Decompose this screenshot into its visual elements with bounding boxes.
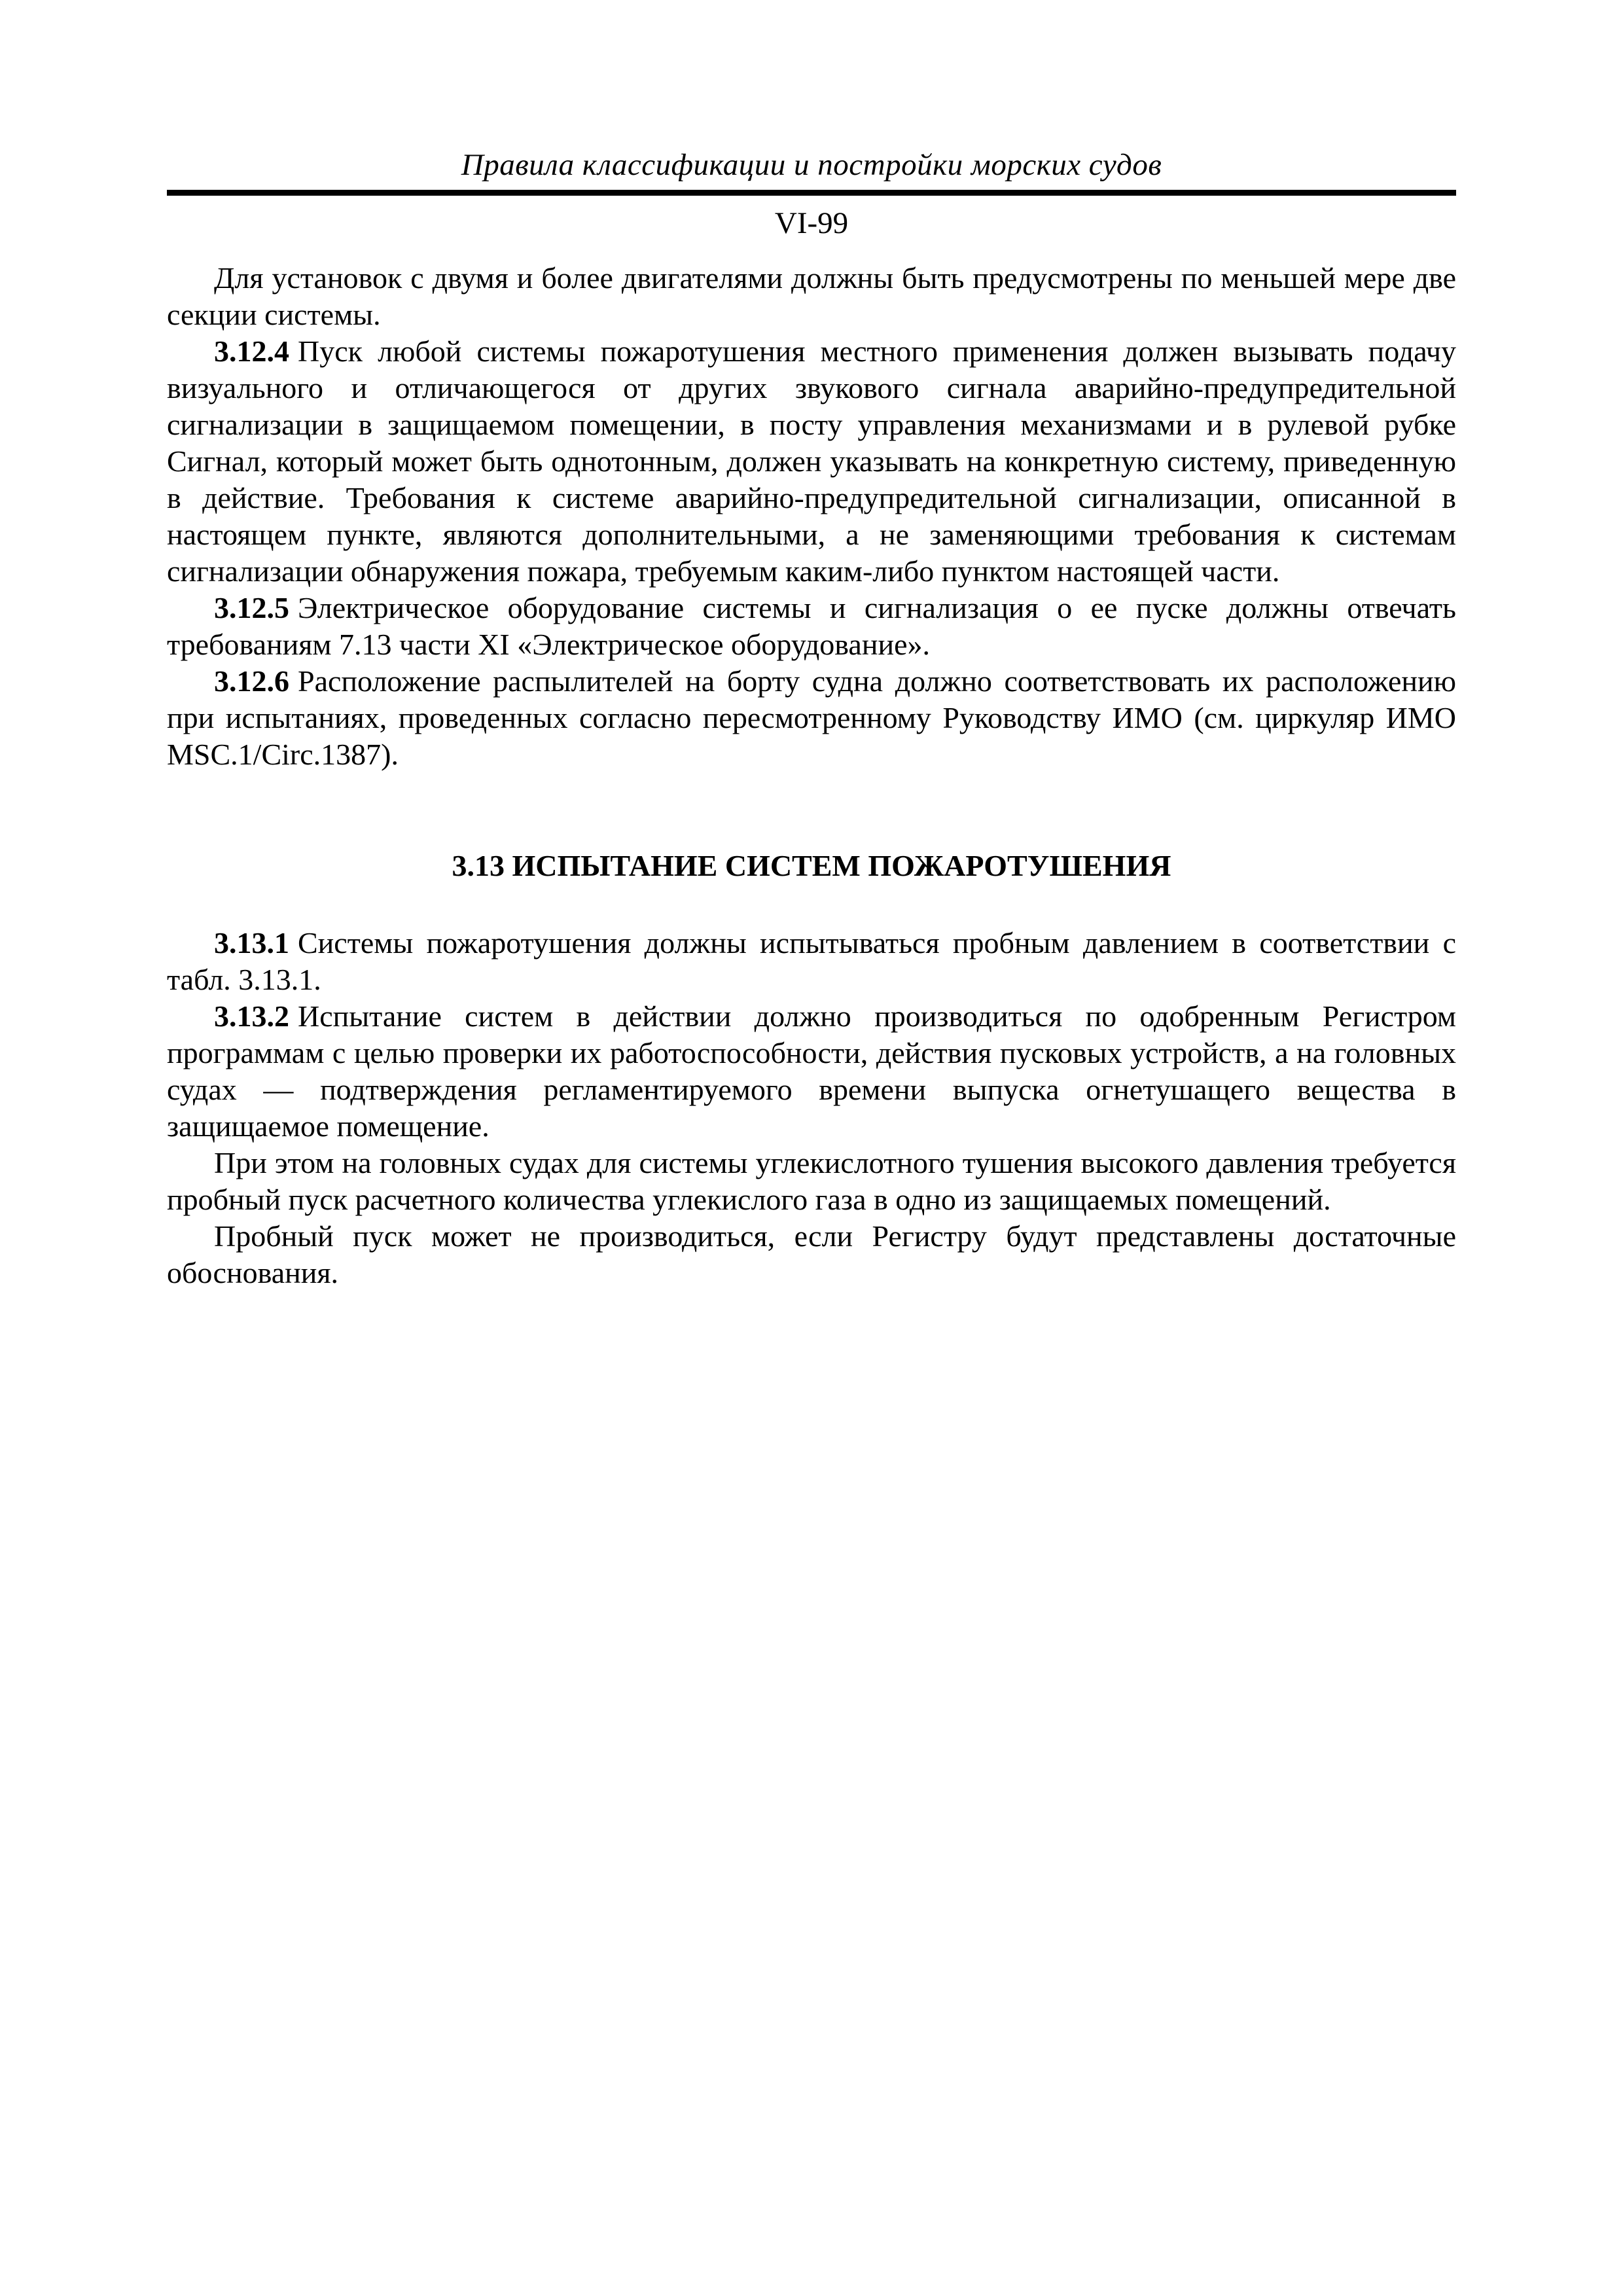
content-column [167, 0, 1456, 1291]
page-number: VI-99 [774, 206, 849, 240]
clause-text: При этом на головных судах для системы углекислотного тушения высокого давления требуется пробный пуск расчетного количества углекислого газа в одно из защищаемых помещений. [167, 1146, 1456, 1216]
paragraph-trial-start-note [167, 1218, 1456, 1291]
header-rule [167, 190, 1456, 196]
clause-number: 3.12.4 [214, 334, 289, 368]
running-title: Правила классификации и постройки морских судов [461, 148, 1162, 182]
clause-text: Расположение распылителей на борту судна должно соответствовать их расположению при испытаниях, проведенных согласно пересмотренному Руководству ИМО (см. циркуляр ИМО MSC.1/Circ.1387). [167, 664, 1456, 771]
clause-3-12-6 [167, 663, 1456, 773]
page-header [167, 0, 1456, 242]
clause-number: 3.12.5 [214, 591, 289, 624]
clause-3-12-4 [167, 333, 1456, 590]
clause-text: Пуск любой системы пожаротушения местного применения должен вызывать подачу визуального и отличающегося от других звукового сигнала аварийно-предупредительной сигнализации в защищаемом помещении, в посту управления механизмами и в рулевой рубке Сигнал, который может быть однотонным, должен указывать на конкретную систему, приведенную в действие. Требования к системе аварийно-предупредительной сигнализации, описанной в настоящем пункте, являются дополнительными, а не заменяющими требования к системам сигнализации обнаружения пожара, требуемым каким-либо пунктом настоящей части. [167, 334, 1456, 588]
paragraph-lead-ships-note [167, 1145, 1456, 1218]
clause-3-13-2 [167, 998, 1456, 1145]
page-body [167, 260, 1456, 1291]
clause-text: Электрическое оборудование системы и сигнализация о ее пуске должны отвечать требованиям 7.13 части XI «Электрическое оборудование». [167, 591, 1456, 661]
clause-3-12-5 [167, 590, 1456, 663]
clause-number: 3.13.2 [214, 999, 289, 1033]
clause-text: Системы пожаротушения должны испытываться пробным давлением в соответствии с табл. 3.13.1. [167, 926, 1456, 996]
clause-text: Для установок с двумя и более двигателями должны быть предусмотрены по меньшей мере две секции системы. [167, 261, 1456, 331]
clause-text: Испытание систем в действии должно производиться по одобренным Регистром программам с целью проверки их работоспособности, действия пусковых устройств, а на головных судах — подтверждения регламентируемого времени выпуска огнетушащего вещества в защищаемое помещение. [167, 999, 1456, 1143]
paragraph-intro-continuation [167, 260, 1456, 333]
clause-number: 3.13.1 [214, 926, 289, 960]
clause-text: Пробный пуск может не производиться, если Регистру будут представлены достаточные обоснования. [167, 1219, 1456, 1289]
clause-number: 3.12.6 [214, 664, 289, 698]
section-heading-3-13: 3.13 ИСПЫТАНИЕ СИСТЕМ ПОЖАРОТУШЕНИЯ [452, 849, 1171, 882]
clause-3-13-1 [167, 925, 1456, 998]
